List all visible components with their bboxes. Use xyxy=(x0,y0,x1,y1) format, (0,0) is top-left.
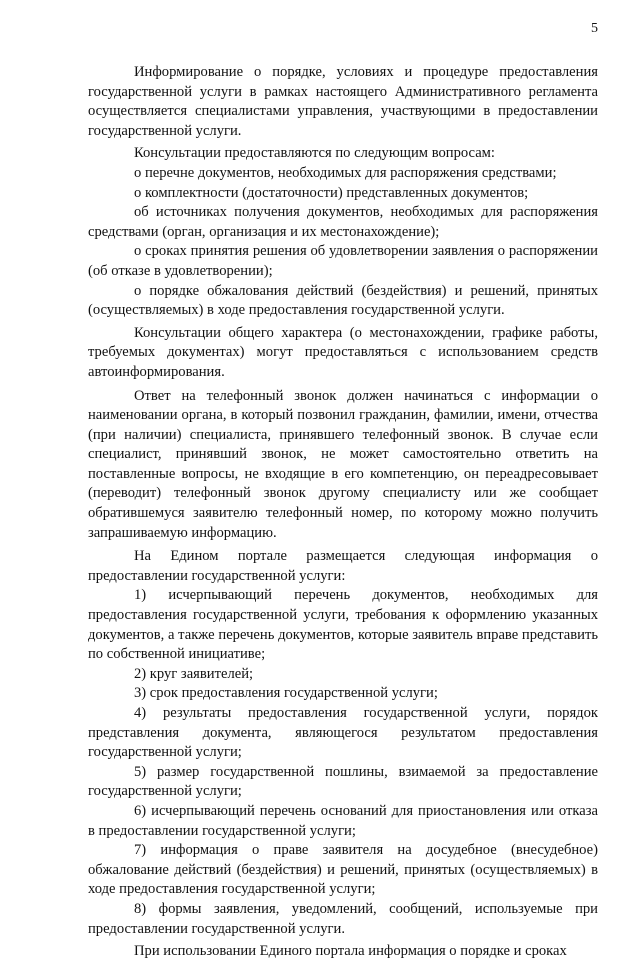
list-item-decision-terms: о сроках принятия решения об удовлетворении заявления о распоряжении (об отказе в удовлетворении); xyxy=(88,243,598,279)
list-item-documents-list: о перечне документов, необходимых для распоряжения средствами; xyxy=(134,164,557,181)
paragraph-portal-usage: При использовании Единого портала информация о порядке и сроках xyxy=(134,943,567,960)
list-item-7: 7) информация о праве заявителя на досудебное (внесудебное) обжалование действий (бездействия) и решений, принятых (осуществляемых) в ходе предоставления государственной услуги; xyxy=(88,842,598,898)
list-item-3: 3) срок предоставления государственной услуги; xyxy=(134,685,438,702)
page-number: 5 xyxy=(591,21,598,36)
list-item-4: 4) результаты предоставления государственной услуги, порядок представления документа, являющегося результатом предоставления государственной услуги; xyxy=(88,705,598,761)
list-item-6: 6) исчерпывающий перечень оснований для приостановления или отказа в предоставлении государственной услуги; xyxy=(88,802,598,839)
list-item-appeal-procedure: о порядке обжалования действий (бездействия) и решений, принятых (осуществляемых) в ходе предоставления государственной услуги. xyxy=(88,282,598,319)
list-item-completeness: о комплектности (достаточности) представленных документов; xyxy=(134,184,529,201)
list-item-1: 1) исчерпывающий перечень документов, необходимых для предоставления государственной услуги, требования к оформлению указанных документов, а также перечень документов, которые заявитель вправе представить по собственной инициативе; xyxy=(88,587,598,663)
list-item-2: 2) круг заявителей; xyxy=(134,665,254,682)
document-body xyxy=(88,63,598,962)
paragraph-phone-call: Ответ на телефонный звонок должен начинаться с информации о наименовании органа, в который позвонил гражданин, фамилии, имени, отчества (при наличии) специалиста, принявшего телефонный звонок. В случае если специалист, принявший звонок, не может самостоятельно ответить на поставленные вопросы, не входящие в его компетенцию, он переадресовывает (переводит) телефонный звонок другому специалисту или же сообщает обратившемуся заявителю телефонный номер, по которому можно получить запрашиваемую информацию. xyxy=(88,387,598,541)
paragraph-portal-info: На Едином портале размещается следующая информация о предоставлении государственной услуги: xyxy=(88,548,598,584)
list-item-8: 8) формы заявления, уведомлений, сообщений, используемые при предоставлении государственной услуги. xyxy=(88,900,598,937)
paragraph-consultations-intro: Консультации предоставляются по следующим вопросам: xyxy=(134,145,495,162)
paragraph-informing: Информирование о порядке, условиях и процедуре предоставления государственной услуги в рамках настоящего Административного регламента осуществляется специалистами управления, участвующими в предоставлении государственной услуги. xyxy=(88,64,598,139)
paragraph-general-consultations: Консультации общего характера (о местонахождении, графике работы, требуемых документах) могут предоставляться с использованием средств автоинформирования. xyxy=(88,324,598,380)
list-item-5: 5) размер государственной пошлины, взимаемой за предоставление государственной услуги; xyxy=(88,763,598,800)
list-item-sources: об источниках получения документов, необходимых для распоряжения средствами (орган, организация и их местонахождение); xyxy=(88,204,598,240)
